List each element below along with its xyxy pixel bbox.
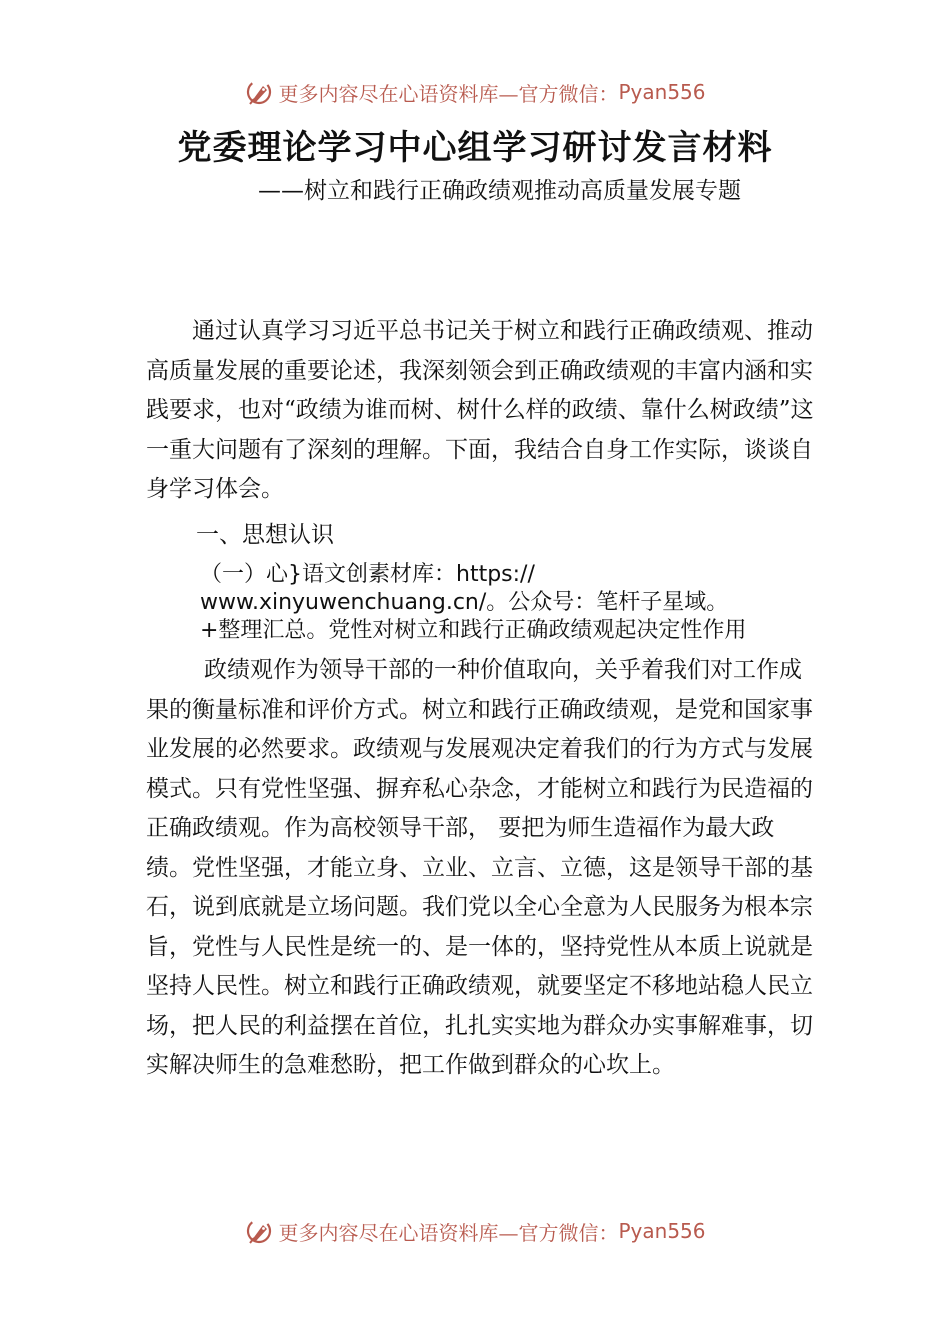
pen-nib-logo-icon xyxy=(244,1216,274,1246)
footer-watermark xyxy=(0,1211,950,1251)
body-paragraph: 政绩观作为领导干部的一种价值取向，关乎着我们对工作成果的衡量标准和评价方式。树立和践行正确政绩观，是党和国家事业发展的必然要求。政绩观与发展观决定着我们的行为方式与发展模式。只有党性坚强、摒弃私心杂念，才能树立和践行为民造福的正确政绩观。作为高校领导干部， 要把为师生造福作为最大政绩。党性坚强，才能立身、立业、立言、立德，这是领导干部的基石，说到底就是立场问题。我们党以全心全意为人民服务为根本宗旨，党性与人民性是统一的、是一体的，坚持党性从本质上说就是坚持人民性。树立和践行正确政绩观，就要坚定不移地站稳人民立场，把人民的利益摆在首位，扎扎实实地为群众办实事解难事，切实解决师生的急难愁盼，把工作做到群众的心坎上。 xyxy=(146,657,813,1078)
document-subtitle: ——树立和践行正确政绩观推动高质量发展专题 xyxy=(258,178,741,204)
intro-paragraph: 通过认真学习习近平总书记关于树立和践行正确政绩观、推动高质量发展的重要论述，我深刻领会到正确政绩观的丰富内涵和实践要求，也对“政绩为谁而树、树什么样的政绩、靠什么树政绩”这一重大问题有了深刻的理解。下面，我结合自身工作实际，谈谈自身学习体会。 xyxy=(146,318,814,502)
pen-nib-logo-icon xyxy=(244,77,274,107)
document-title: 党委理论学习中心组学习研讨发言材料 xyxy=(177,128,773,168)
watermark-wechat-id: Pyan556 xyxy=(618,80,706,104)
watermark-wechat-id: Pyan556 xyxy=(618,1219,706,1243)
subsection-heading: （一）心}语文创素材库：https:// www.xinyuwenchuang.cn/。公众号：笔杆子星域。+整理汇总。党性对树立和践行正确政绩观起决定性作用 xyxy=(200,562,747,643)
watermark-text: 更多内容尽在心语资料库—官方微信： xyxy=(278,81,619,106)
section-heading: 一、思想认识 xyxy=(196,521,334,548)
header-watermark xyxy=(0,72,950,112)
document-body xyxy=(146,312,818,1086)
watermark-text: 更多内容尽在心语资料库—官方微信： xyxy=(278,1220,619,1245)
